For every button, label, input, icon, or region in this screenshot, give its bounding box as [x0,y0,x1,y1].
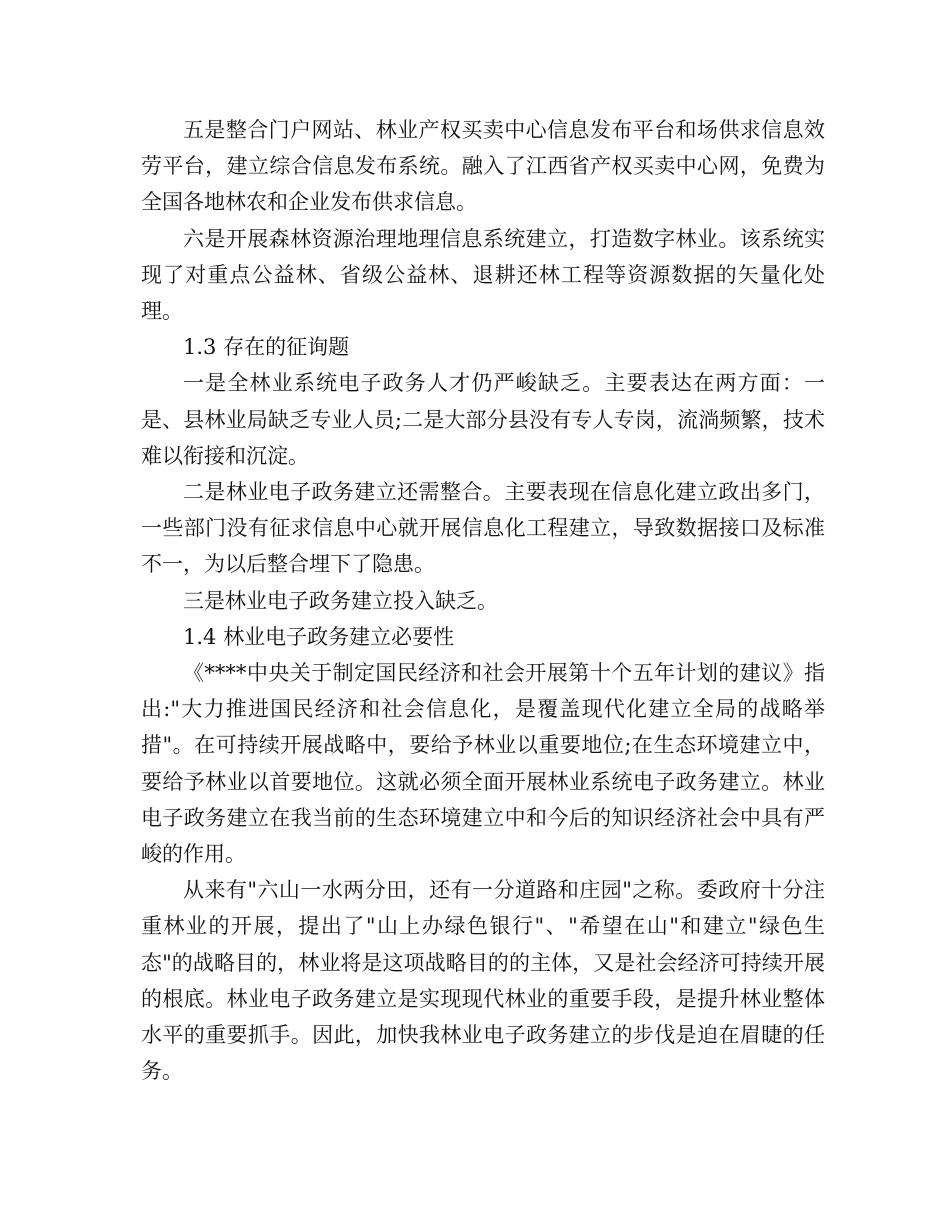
document-body [141,112,825,1089]
paragraph-digital-forestry: 六是开展森林资源治理地理信息系统建立，打造数字林业。该系统实现了对重点公益林、省级公益林、退耕还林工程等资源数据的矢量化处理。 [141,226,825,324]
paragraph-portal-integration: 五是整合门户网站、林业产权买卖中心信息发布平台和场供求信息效劳平台，建立综合信息发布系统。融入了江西省产权买卖中心网，免费为全国各地林农和企业发布供求信息。 [141,118,825,215]
paragraph-central-proposal: 《****中央关于制定国民经济和社会开展第十个五年计划的建议》指出:"大力推进国民经济和社会信息化，是覆盖现代化建立全局的战略举措"。在可持续开展战略中，要给予林业以重要地位;在生态环境建立中，要给予林业以首要地位。这就必须全面开展林业系统电子政务建立。林业电子政务建立在我当前的生态环境建立中和今后的知识经济社会中具有严峻的作用。 [141,661,825,867]
section-heading-problems: 1.3 存在的征询题 [183,335,350,360]
paragraph-forestry-strategy: 从来有"六山一水两分田，还有一分道路和庄园"之称。委政府十分注重林业的开展，提出了"山上办绿色银行"、"希望在山"和建立"绿色生态"的战略目的，林业将是这项战略目的的主体，又是社会经济可持续开展的根底。林业电子政务建立是实现现代林业的重要手段，是提升林业整体水平的重要抓手。因此，加快我林业电子政务建立的步伐是迫在眉睫的任务。 [141,878,825,1084]
paragraph-insufficient-investment: 三是林业电子政务建立投入缺乏。 [183,588,498,613]
section-heading-necessity: 1.4 林业电子政务建立必要性 [183,624,455,649]
paragraph-talent-shortage: 一是全林业系统电子政务人才仍严峻缺乏。主要表达在两方面：一是、县林业局缺乏专业人员;二是大部分县没有专人专岗，流淌频繁，技术难以衔接和沉淀。 [141,371,825,468]
paragraph-integration-needed: 二是林业电子政务建立还需整合。主要表现在信息化建立政出多门，一些部门没有征求信息中心就开展信息化工程建立，导致数据接口及标准不一，为以后整合埋下了隐患。 [141,480,825,577]
